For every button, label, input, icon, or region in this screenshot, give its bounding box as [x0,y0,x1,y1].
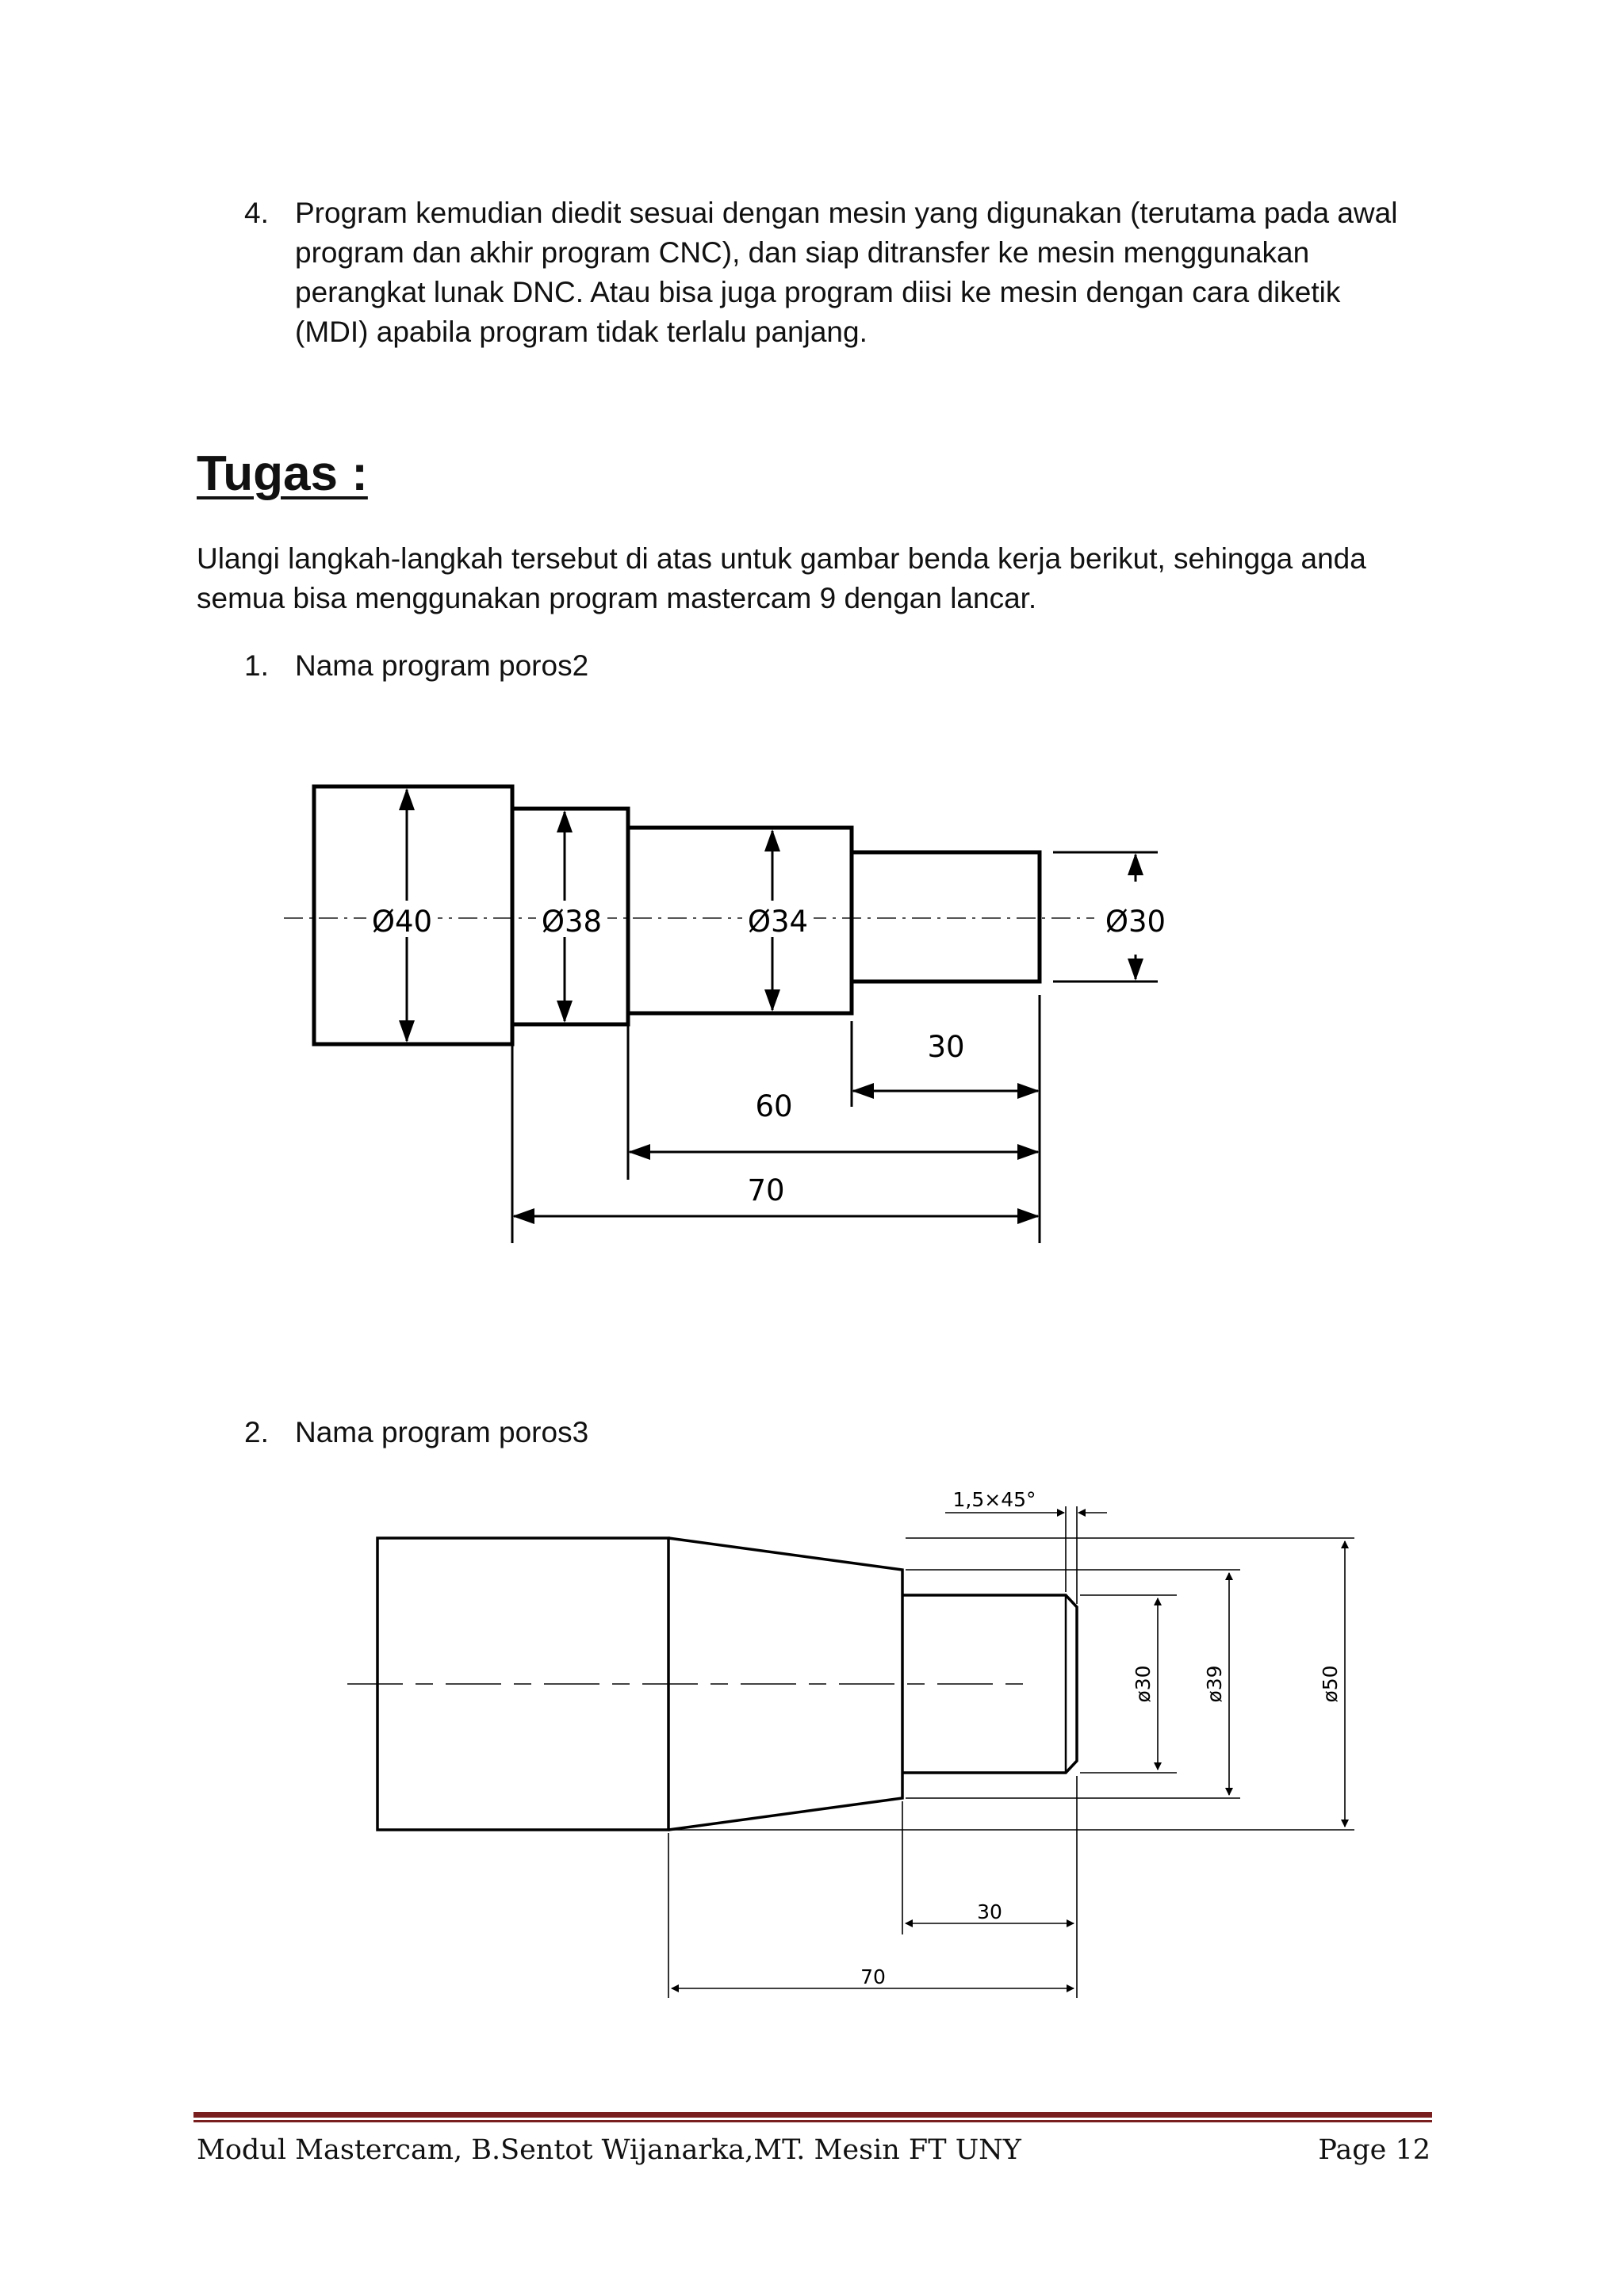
list-number: 2. [244,1416,269,1448]
text-line: program dan akhir program CNC), dan siap ditransfer ke mesin menggunakan [295,236,1310,269]
dim-label-d30: Ø30 [1105,905,1166,939]
dim-label-d39: ø39 [1203,1665,1226,1703]
footer-author: Modul Mastercam, B.Sentot Wijanarka,MT. Mesin FT UNY [197,2134,1021,2166]
text-line: perangkat lunak DNC. Atau bisa juga program diisi ke mesin dengan cara diketik [295,276,1341,308]
text-line: Program kemudian diedit sesuai dengan mesin yang digunakan (terutama pada awal [295,197,1398,229]
dim-label-len70: 70 [747,1173,785,1207]
dim-label-len60: 60 [755,1089,793,1123]
task-title: Nama program poros2 [295,649,589,682]
list-number: 1. [244,649,269,682]
footer-rule [193,2112,1432,2118]
footer-rule [193,2120,1432,2122]
dim-label-d50: ø50 [1319,1665,1342,1703]
dim-label-d38: Ø38 [541,905,603,939]
dim-label-len70: 70 [860,1965,886,1988]
task-title: Nama program poros3 [295,1416,589,1448]
page-number: Page 12 [1318,2134,1431,2166]
dim-label-d30: ø30 [1132,1665,1155,1703]
list-number: 4. [244,197,269,229]
dim-label-d40: Ø40 [371,905,433,939]
section-heading: Tugas : [197,446,368,501]
dim-label-len30: 30 [927,1030,965,1064]
dim-label-d34: Ø34 [747,905,809,939]
text-line: (MDI) apabila program tidak terlalu panjang. [295,316,868,348]
text-line: semua bisa menggunakan program mastercam 9 dengan lancar. [197,582,1037,614]
dim-label-len30: 30 [977,1900,1002,1923]
chamfer-label: 1,5×45° [952,1488,1036,1511]
text-line: Ulangi langkah-langkah tersebut di atas untuk gambar benda kerja berikut, sehingga anda [197,542,1366,575]
